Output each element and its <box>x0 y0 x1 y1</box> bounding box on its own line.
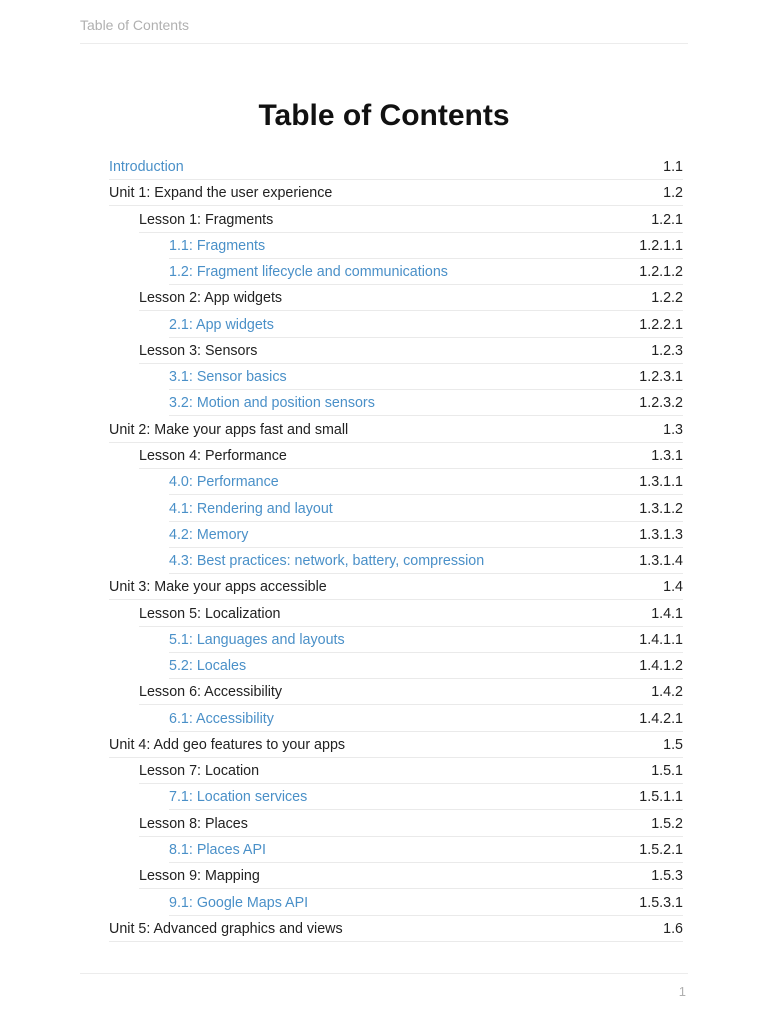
toc-entry-title: Unit 4: Add geo features to your apps <box>109 736 346 753</box>
page-title: Table of Contents <box>258 99 510 132</box>
toc-entry-link[interactable]: 4.0: Performance <box>169 474 279 491</box>
toc-entry-number: 1.2.3.2 <box>639 395 683 412</box>
toc-entry[interactable] <box>169 890 683 916</box>
toc-entry-number: 1.2.3 <box>651 342 683 359</box>
toc-entry <box>139 443 683 469</box>
toc-entry[interactable] <box>169 522 683 548</box>
running-header: Table of Contents <box>80 17 189 33</box>
toc-entry-link[interactable]: 4.3: Best practices: network, battery, compression <box>169 553 485 570</box>
toc-entry-number: 1.4.1 <box>651 605 683 622</box>
toc-entry-link[interactable]: Introduction <box>109 159 184 175</box>
toc-entry <box>139 207 683 233</box>
toc-entry <box>109 417 683 443</box>
toc-entry-number: 1.2 <box>663 185 683 202</box>
toc-entry <box>109 180 683 206</box>
toc-entry[interactable] <box>169 364 683 390</box>
toc-entry-link[interactable]: 9.1: Google Maps API <box>169 894 309 911</box>
toc-entry-number: 1.5.2 <box>651 815 683 832</box>
toc-entry-title: Unit 1: Expand the user experience <box>109 185 333 202</box>
toc-entry <box>109 916 683 942</box>
toc-entry[interactable] <box>169 548 683 574</box>
toc-entry <box>139 679 683 705</box>
toc-entry-link[interactable]: 4.2: Memory <box>169 526 249 543</box>
toc-entry-number: 1.1 <box>663 159 683 175</box>
toc-entry-title: Lesson 8: Places <box>139 815 248 832</box>
toc-entry-number: 1.4 <box>663 579 683 596</box>
toc-entry-title: Lesson 3: Sensors <box>139 342 258 359</box>
toc-entry-link[interactable]: 6.1: Accessibility <box>169 710 274 727</box>
toc-entry[interactable] <box>169 706 683 732</box>
toc-entry-link[interactable]: 5.1: Languages and layouts <box>169 631 345 648</box>
toc-entry-title: Lesson 7: Location <box>139 763 260 780</box>
toc-entry <box>109 732 683 758</box>
toc-entry-number: 1.3.1.1 <box>639 474 683 491</box>
toc-entry-number: 1.5.2.1 <box>639 842 683 859</box>
toc-entry-number: 1.3.1.3 <box>639 526 683 543</box>
toc-entry-number: 1.6 <box>663 920 683 937</box>
toc-entry[interactable] <box>169 837 683 863</box>
toc-entry-link[interactable]: 2.1: App widgets <box>169 316 274 333</box>
toc-entry[interactable] <box>169 259 683 285</box>
footer-divider <box>80 973 688 974</box>
toc-entry-title: Lesson 2: App widgets <box>139 290 283 307</box>
toc-entry-link[interactable]: 8.1: Places API <box>169 842 266 859</box>
toc-entry-link[interactable]: 4.1: Rendering and layout <box>169 500 333 517</box>
toc-entry-title: Lesson 5: Localization <box>139 605 281 622</box>
toc-entry[interactable] <box>169 390 683 416</box>
toc-entry <box>139 758 683 784</box>
toc-entry-number: 1.5.3.1 <box>639 894 683 911</box>
toc-entry-number: 1.4.1.1 <box>639 631 683 648</box>
toc-entry-number: 1.5.1.1 <box>639 789 683 806</box>
toc-entry-title: Lesson 9: Mapping <box>139 868 260 885</box>
toc-entry-title: Lesson 4: Performance <box>139 447 287 464</box>
toc-entry-link[interactable]: 3.1: Sensor basics <box>169 369 287 386</box>
toc-entry[interactable] <box>169 627 683 653</box>
toc-entry-link[interactable]: 1.2: Fragment lifecycle and communications <box>169 264 448 281</box>
toc-entry[interactable] <box>169 233 683 259</box>
toc-entry-link[interactable]: 1.1: Fragments <box>169 237 266 254</box>
toc-entry-number: 1.2.2 <box>651 290 683 307</box>
toc-entry-link[interactable]: 3.2: Motion and position sensors <box>169 395 375 412</box>
toc-entry[interactable] <box>169 496 683 522</box>
toc-entry[interactable] <box>109 154 683 180</box>
toc-entry <box>109 574 683 600</box>
toc-entry-number: 1.3.1.4 <box>639 553 683 570</box>
toc-entry <box>139 863 683 889</box>
toc-entry <box>139 285 683 311</box>
toc-entry-number: 1.2.1.2 <box>639 264 683 281</box>
toc-entry-number: 1.3 <box>663 421 683 438</box>
toc-entry-number: 1.3.1.2 <box>639 500 683 517</box>
toc-entry-title: Unit 3: Make your apps accessible <box>109 579 327 596</box>
toc-entry-title: Lesson 6: Accessibility <box>139 684 283 701</box>
toc-entry-number: 1.2.3.1 <box>639 369 683 386</box>
toc-entry-link[interactable]: 5.2: Locales <box>169 658 247 675</box>
toc-entry-number: 1.4.1.2 <box>639 658 683 675</box>
toc-entry[interactable] <box>169 653 683 679</box>
toc-entry-title: Unit 5: Advanced graphics and views <box>109 920 343 937</box>
toc-entry-link[interactable]: 7.1: Location services <box>169 789 308 806</box>
toc-entry-number: 1.4.2.1 <box>639 710 683 727</box>
header-divider <box>80 43 688 44</box>
toc-entry <box>139 811 683 837</box>
toc-entry-number: 1.2.1 <box>651 211 683 228</box>
toc-entry <box>139 601 683 627</box>
toc-entry-number: 1.2.1.1 <box>639 237 683 254</box>
toc-entry-number: 1.3.1 <box>651 447 683 464</box>
page-number: 1 <box>678 984 686 999</box>
toc-entry-number: 1.5.1 <box>651 763 683 780</box>
toc-entry-number: 1.5.3 <box>651 868 683 885</box>
toc-entry <box>139 338 683 364</box>
toc-entry[interactable] <box>169 469 683 495</box>
toc-entry-number: 1.5 <box>663 736 683 753</box>
toc-entry-number: 1.4.2 <box>651 684 683 701</box>
toc-entry-title: Unit 2: Make your apps fast and small <box>109 421 349 438</box>
toc-entry[interactable] <box>169 312 683 338</box>
toc-entry[interactable] <box>169 784 683 810</box>
toc-entry-title: Lesson 1: Fragments <box>139 211 274 228</box>
toc-entry-number: 1.2.2.1 <box>639 316 683 333</box>
